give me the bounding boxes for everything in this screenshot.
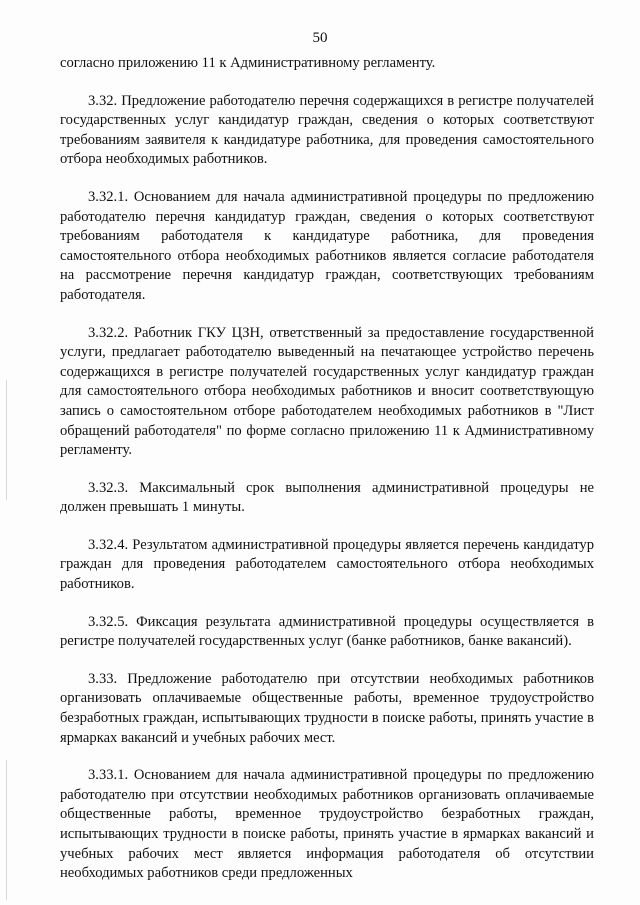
paragraph-3-32: 3.32. Предложение работодателю перечня содержащихся в регистре получателей государственных услуг кандидатур граждан, сведения о которых соответствуют требованиям заявителя к кандидатуре работника, для проведения самостоятельного отбора необходимых работников. xyxy=(60,92,594,168)
paragraph-3-32-2: 3.32.2. Работник ГКУ ЦЗН, ответственный за предоставление государственной услуги, предлагает работодателю выведенный на печатающее устройство перечень содержащихся в регистре получателей государственных услуг кандидатур граждан для самостоятельного отбора необходимых работников и вносит соответствующую запись о самостоятельном отборе работодателем необходимых работников в "Лист обращений работодателя" по форме согласно приложению 11 к Административному регламенту. xyxy=(60,324,594,459)
paragraph-3-32-1: 3.32.1. Основанием для начала административной процедуры по предложению работодателю перечня кандидатур граждан, сведения о которых соответствуют требованиям работодателя к кандидатуре работника, для проведения самостоятельного отбора необходимых работников является согласие работодателя на рассмотрение перечня кандидатур граждан, соответствующих требованиям работодателя. xyxy=(60,188,594,303)
scan-margin-line xyxy=(6,380,7,500)
paragraph-3-33: 3.33. Предложение работодателю при отсутствии необходимых работников организовать оплачиваемые общественные работы, временное трудоустройство безработных граждан, испытывающих трудности в поиске работы, принять участие в ярмарках вакансий и учебных рабочих мест. xyxy=(60,670,594,746)
paragraph-continued: согласно приложению 11 к Административному регламенту. xyxy=(60,55,436,71)
document-body xyxy=(60,54,594,884)
scan-margin-line xyxy=(6,760,7,900)
paragraph-3-33-1: 3.33.1. Основанием для начала административной процедуры по предложению работодателю при отсутствии необходимых работников организовать оплачиваемые общественные работы, временное трудоустройство безработных граждан, испытывающих трудности в поиске работы, принять участие в ярмарках вакансий и учебных рабочих мест является информация работодателя об отсутствии необходимых работников среди предложенных xyxy=(60,767,594,882)
paragraph-3-32-3: 3.32.3. Максимальный срок выполнения административной процедуры не должен превышать 1 минуты. xyxy=(60,479,594,516)
page-number: 50 xyxy=(312,30,328,46)
paragraph-3-32-5: 3.32.5. Фиксация результата административной процедуры осуществляется в регистре получателей государственных услуг (банке работников, банке вакансий). xyxy=(60,613,594,650)
paragraph-3-32-4: 3.32.4. Результатом административной процедуры является перечень кандидатур граждан для проведения работодателем самостоятельного отбора необходимых работников. xyxy=(60,536,594,593)
